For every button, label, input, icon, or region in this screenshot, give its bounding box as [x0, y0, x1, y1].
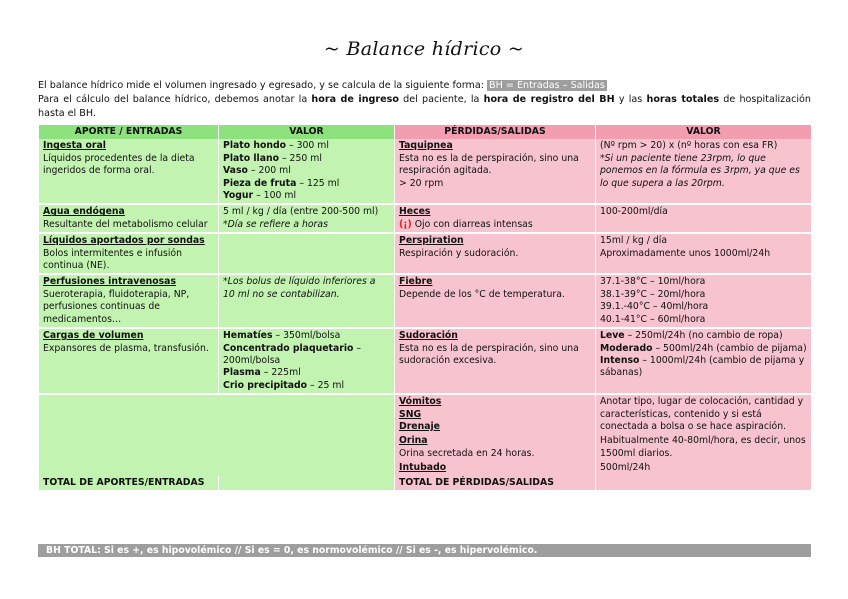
fiebre-desc: Depende de los °C de temperatura.: [399, 288, 565, 300]
cell-heces-valor: [596, 204, 812, 233]
cargas-valor-1: [223, 330, 390, 342]
cell-fiebre: [395, 274, 596, 328]
sondas-title: Líquidos aportados por sondas: [43, 235, 205, 247]
orina-valor: Habitualmente 40-80ml/hora, es decir, unos 1500ml diarios.: [600, 435, 806, 459]
heces-desc-line: [399, 219, 591, 231]
perspiration-valor-1: 15ml / kg / día: [600, 235, 668, 247]
sudoracion-moderado-value: – 500ml/24h (cambio de pijama): [652, 342, 807, 354]
drenajes-valor: Anotar tipo, lugar de colocación, cantidad y características, contenido y si está conectada a bolsa o se hace aspiración.: [600, 396, 804, 432]
sondas-desc: Bolos intermitentes e infusión continua (NE).: [43, 247, 183, 272]
totals-row: [39, 476, 812, 490]
ingesta-v5-value: – 100 ml: [253, 190, 297, 202]
perspiration-title: Perspiration: [399, 235, 464, 247]
table-row: [39, 394, 812, 434]
intro-text-1: El balance hídrico mide el volumen ingresado y egresado, y se calcula de la siguiente forma:: [38, 80, 484, 91]
header-aporte: APORTE / ENTRADAS: [39, 125, 219, 139]
ingesta-valor-3: [223, 165, 390, 177]
sudoracion-leve-value: – 250ml/24h (no cambio de ropa): [624, 330, 783, 342]
intro-text-2c: del paciente, la: [403, 94, 480, 105]
fiebre-valor-4: 40.1-41°C – 60ml/hora: [600, 313, 706, 325]
agua-title: Agua endógena: [43, 206, 125, 218]
header-perdidas: PÉRDIDAS/SALIDAS: [395, 125, 596, 139]
sudoracion-valor-2: [600, 343, 807, 355]
ingesta-v2-value: – 250 ml: [279, 152, 322, 164]
taquipnea-note: *Si un paciente tiene 23rpm, lo que ponemos en la fórmula es 3rpm, ya que es lo que supera a las 20rpm.: [600, 152, 800, 189]
ingesta-desc: Líquidos procedentes de la dieta ingeridos de forma oral.: [43, 152, 195, 177]
intubado-title: Intubado: [399, 462, 447, 474]
cell-perfusiones: [39, 274, 219, 328]
cell-empty-aportes: [39, 394, 395, 475]
cargas-v3-value: – 225ml: [260, 367, 301, 379]
cargas-v3-label: Plasma: [223, 367, 261, 379]
header-valor-perdidas: VALOR: [596, 125, 812, 139]
sudoracion-intenso-value: – 1000ml/24h (cambio de pijama y sábanas): [600, 354, 805, 379]
ingesta-v2-label: Plato llano: [223, 152, 279, 164]
header-valor-aporte: VALOR: [219, 125, 395, 139]
sudoracion-title: Sudoración: [399, 330, 458, 342]
ingesta-v4-label: Pieza de fruta: [223, 177, 297, 189]
table-header-row: [39, 125, 812, 139]
sudoracion-leve-label: Leve: [600, 330, 625, 342]
cell-agua: [39, 204, 219, 233]
heces-valor: 100-200ml/día: [600, 206, 668, 218]
cell-intubado-valor: [596, 461, 812, 475]
ingesta-v4-value: – 125 ml: [296, 177, 340, 189]
cell-sudoracion-valor: [596, 328, 812, 394]
agua-valor: 5 ml / kg / día (entre 200-500 ml): [223, 206, 379, 218]
sudoracion-desc: Esta no es la de perspiración, sino una sudoración excesiva.: [399, 342, 579, 366]
fiebre-title: Fiebre: [399, 276, 433, 288]
ingesta-valor-2: [223, 153, 390, 165]
intro-bold-hora-ingreso: hora de ingreso: [311, 94, 399, 105]
cell-orina-valor: [596, 434, 812, 461]
cell-ingesta-valor: [219, 139, 395, 204]
cell-sondas: [39, 233, 219, 274]
cell-drenajes: [395, 394, 596, 434]
cell-sudoracion: [395, 328, 596, 394]
cargas-valor-3: [223, 367, 390, 379]
intubado-valor: 500ml/24h: [600, 462, 651, 474]
ingesta-valor-5: [223, 190, 390, 202]
table-row: [39, 139, 812, 204]
intro-bold-horas-totales: horas totales: [646, 94, 720, 105]
intro-text: [38, 79, 811, 121]
ingesta-valor-1: [223, 140, 390, 152]
cell-taquipnea: [395, 139, 596, 204]
ingesta-v1-value: – 300 ml: [286, 140, 329, 152]
sudoracion-moderado-label: Moderado: [600, 342, 653, 354]
intro-line-1: [38, 79, 811, 93]
heces-title: Heces: [399, 206, 431, 218]
warning-icon: (¡): [399, 218, 412, 230]
cell-drenajes-valor: [596, 394, 812, 434]
ingesta-v1-label: Plato hondo: [223, 140, 287, 152]
intro-line-2: [38, 93, 811, 121]
total-perdidas-valor: [596, 476, 812, 490]
cargas-v4-value: – 25 ml: [307, 379, 345, 391]
drenaje-title: Drenaje: [399, 420, 440, 432]
perspiration-valor-2: Aproximadamente unos 1000ml/24h: [600, 247, 771, 259]
table-row: [39, 328, 812, 394]
intro-text-2e: y las: [618, 94, 643, 105]
cell-perfusiones-valor: [219, 274, 395, 328]
intro-text-2g: de hospitalización hasta el BH.: [38, 94, 811, 119]
cell-sondas-valor: [219, 233, 395, 274]
ingesta-valor-4: [223, 178, 390, 190]
cell-cargas-valor: [219, 328, 395, 394]
taquipnea-desc: Esta no es la de perspiración, sino una respiración agitada.: [399, 152, 579, 177]
cargas-v4-label: Crio precipitado: [223, 379, 308, 391]
sudoracion-valor-1: [600, 330, 807, 342]
fiebre-valor-3: 39.1.-40°C – 40ml/hora: [600, 301, 709, 313]
heces-desc: Ojo con diarreas intensas: [414, 218, 533, 230]
cell-agua-valor: [219, 204, 395, 233]
orina-title: Orina: [399, 435, 428, 447]
cell-fiebre-valor: [596, 274, 812, 328]
cell-cargas: [39, 328, 219, 394]
cell-heces: [395, 204, 596, 233]
bh-total-bar: BH TOTAL: Si es +, es hipovolémico // Si es = 0, es normovolémico // Si es -, es hipervolémico.: [38, 544, 811, 557]
cell-perspiration-valor: [596, 233, 812, 274]
page-title: ~ Balance hídrico ~: [323, 38, 525, 60]
cargas-v1-label: Hematíes: [223, 330, 273, 342]
cell-orina: [395, 434, 596, 461]
perfusiones-desc: Sueroterapia, fluidoterapia, NP, perfusiones continuas de medicamentos…: [43, 288, 190, 325]
perfusiones-title: Perfusiones intravenosas: [43, 276, 176, 288]
cargas-desc: Expansores de plasma, transfusión.: [43, 342, 209, 354]
ingesta-v5-label: Yogur: [223, 190, 254, 202]
cell-perspiration: [395, 233, 596, 274]
table-row: [39, 274, 812, 328]
cell-taquipnea-valor: [596, 139, 812, 204]
cargas-v2-value: – 200ml/bolsa: [223, 342, 362, 366]
table-row: [39, 204, 812, 233]
intro-bold-hora-registro: hora de registro del BH: [483, 94, 615, 105]
cell-intubado: [395, 461, 596, 475]
table-row: [39, 233, 812, 274]
agua-desc: Resultante del metabolismo celular: [43, 218, 208, 230]
cargas-title: Cargas de volumen: [43, 330, 144, 342]
sng-title: SNG: [399, 408, 422, 420]
cargas-v1-value: – 350ml/bolsa: [272, 330, 341, 342]
taquipnea-extra: > 20 rpm: [399, 177, 444, 189]
taquipnea-valor: (Nº rpm > 20) x (nº horas con esa FR): [600, 140, 778, 152]
cargas-valor-4: [223, 380, 390, 392]
orina-desc: Orina secretada en 24 horas.: [399, 447, 535, 459]
perspiration-desc: Respiración y sudoración.: [399, 247, 519, 259]
agua-note: *Día se refiere a horas: [223, 218, 328, 230]
intro-text-2a: Para el cálculo del balance hídrico, debemos anotar la: [38, 94, 308, 105]
cell-ingesta: [39, 139, 219, 204]
perfusiones-note: *Los bolus de líquido inferiores a 10 ml no se contabilizan.: [223, 276, 376, 300]
total-aportes: TOTAL DE APORTES/ENTRADAS: [39, 476, 219, 490]
ingesta-v3-value: – 200 ml: [247, 165, 291, 177]
formula-highlight: BH = Entradas – Salidas: [489, 80, 605, 91]
sudoracion-intenso-label: Intenso: [600, 354, 640, 366]
vomitos-title: Vómitos: [399, 396, 442, 408]
taquipnea-title: Taquipnea: [399, 140, 453, 152]
cargas-v2-label: Concentrado plaquetario: [223, 342, 354, 354]
fiebre-valor-1: 37.1-38°C – 10ml/hora: [600, 276, 706, 288]
ingesta-v3-label: Vaso: [223, 165, 248, 177]
sudoracion-valor-3: [600, 355, 807, 380]
balance-table: [38, 125, 812, 490]
fiebre-valor-2: 38.1-39°C – 20ml/hora: [600, 288, 706, 300]
total-perdidas: TOTAL DE PÉRDIDAS/SALIDAS: [395, 476, 596, 490]
cargas-valor-2: [223, 343, 390, 368]
total-aportes-valor: [219, 476, 395, 490]
ingesta-title: Ingesta oral: [43, 140, 106, 152]
